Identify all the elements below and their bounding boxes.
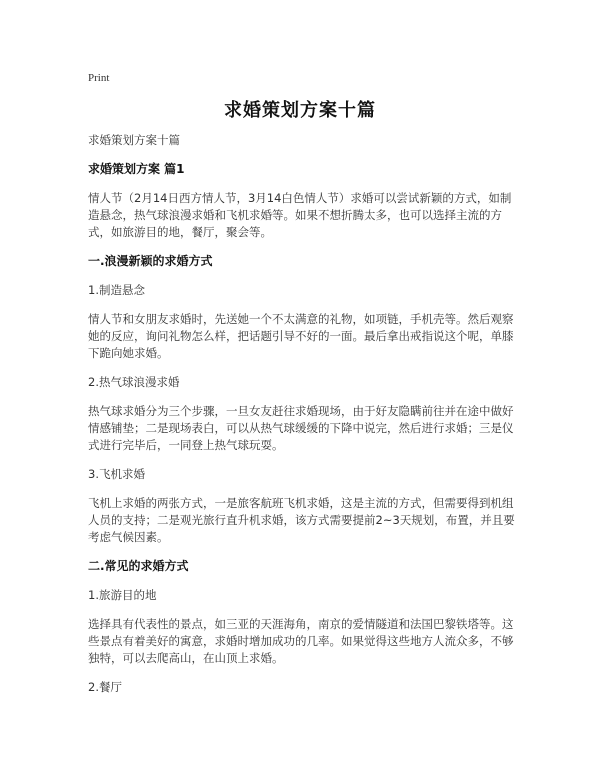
document-subtitle: 求婚策划方案十篇 (88, 133, 180, 147)
section2-heading: 二.常见的求婚方式 (88, 559, 189, 573)
section1-item3-text: 飞机上求婚的两张方式，一是旅客航班飞机求婚，这是主流的方式，但需要得到机组人员的支持；二是观光旅行直升机求婚，该方式需要提前2~3天规划，布置，并且要考虑气候因素。 (88, 496, 515, 544)
section2-item1-text: 选择具有代表性的景点，如三亚的天涯海角，南京的爱情隧道和法国巴黎铁塔等。这些景点有着美好的寓意，求婚时增加成功的几率。如果觉得这些地方人流众多，不够独特，可以去爬高山，在山顶上求婚。 (88, 617, 514, 665)
section1-item2-label: 2.热气球浪漫求婚 (88, 375, 180, 389)
section1-item2-text: 热气球求婚分为三个步骤，一旦女友赶往求婚现场，由于好友隐瞒前往并在途中做好情感铺垫；二是现场表白，可以从热气球缓缓的下降中说完，然后进行求婚；三是仪式进行完毕后，一同登上热气球玩耍。 (88, 404, 514, 452)
section1-heading: 一.浪漫新颖的求婚方式 (88, 254, 213, 268)
intro-paragraph: 情人节（2月14日西方情人节，3月14白色情人节）求婚可以尝试新颖的方式，如制造悬念，热气球浪漫求婚和飞机求婚等。如果不想折腾太多，也可以选择主流的方式，如旅游目的地，餐厅，聚会等。 (88, 191, 512, 239)
section1-item1-label: 1.制造悬念 (88, 283, 145, 297)
section1-item1-text: 情人节和女朋友求婚时，先送她一个不太满意的礼物，如项链，手机壳等。然后观察她的反应，询问礼物怎么样，把话题引导不好的一面。最后拿出戒指说这个呢，单膝下跪向她求婚。 (88, 312, 514, 360)
section2-item1-label: 1.旅游目的地 (88, 588, 157, 602)
document-content (88, 132, 520, 708)
print-label[interactable]: Print (88, 72, 110, 84)
section1-item3-label: 3.飞机求婚 (88, 467, 145, 481)
section2-item2-label: 2.餐厅 (88, 680, 122, 694)
document-title: 求婚策划方案十篇 (224, 100, 376, 121)
article-heading: 求婚策划方案 篇1 (88, 162, 185, 176)
